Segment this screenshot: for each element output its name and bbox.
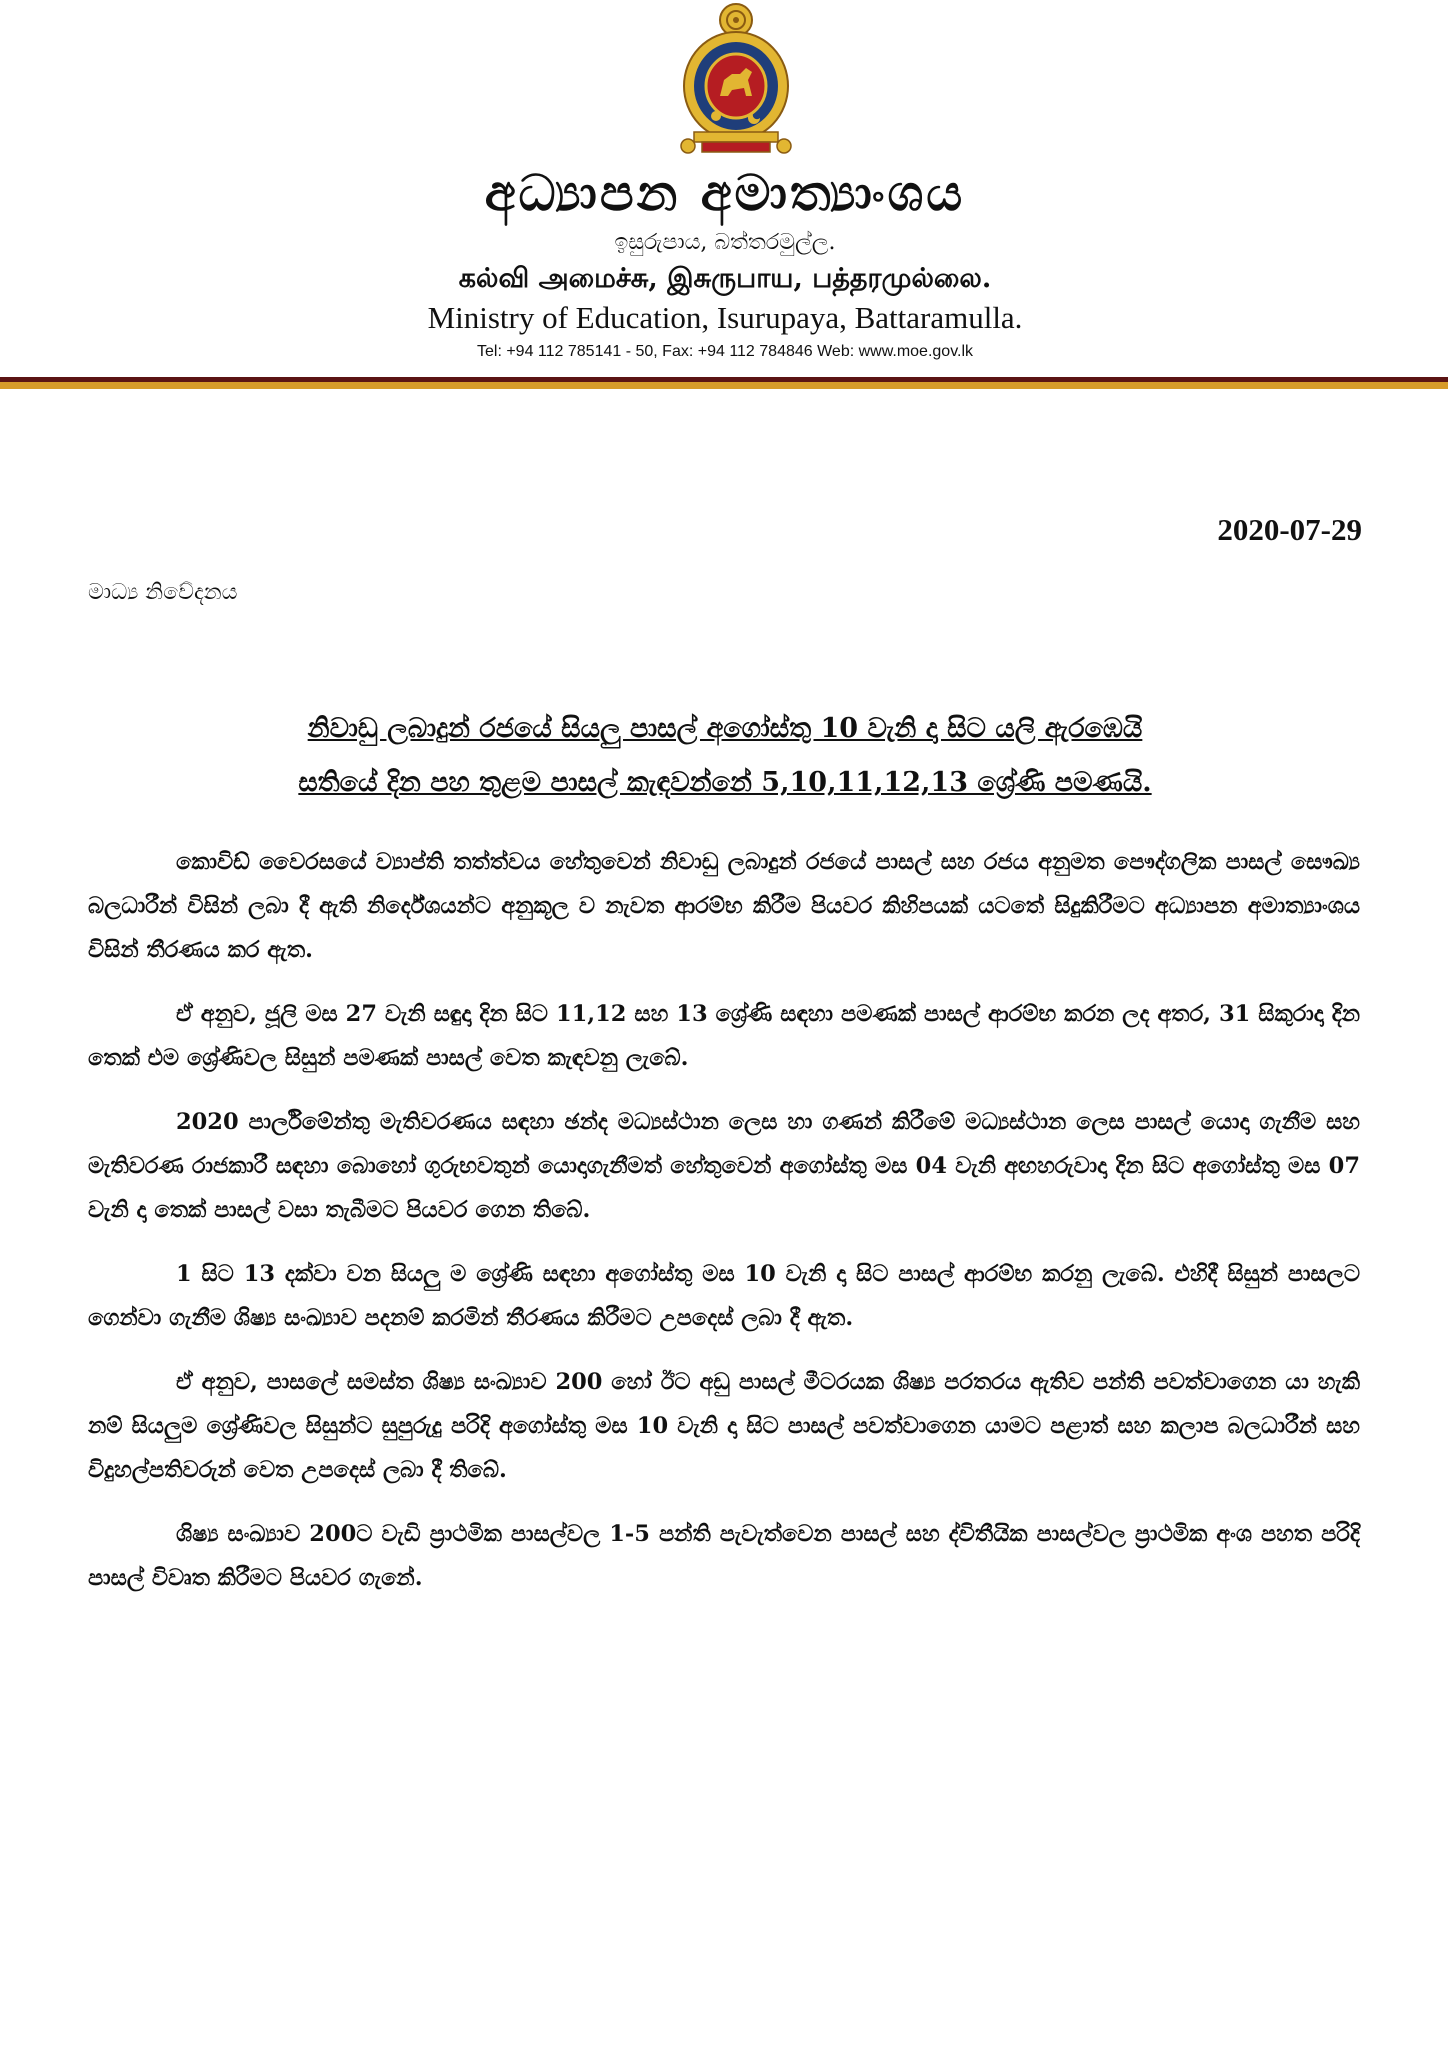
headline-line: සතියේ දින පහ තුළම පාසල් කැඳවන්නේ 5,10,11,12,13 ශ්‍රේණි පමණයි.	[298, 767, 1152, 798]
document-body	[88, 840, 1360, 1620]
letterhead	[0, 0, 1448, 392]
ministry-address-sinhala: ඉසුරුපාය, බත්තරමුල්ල.	[614, 230, 836, 255]
ministry-title-sinhala: අධ්‍යාපන අමාත්‍යාංශය	[484, 163, 966, 222]
letterhead-divider-gold	[0, 382, 1448, 389]
body-paragraph: 2020 පාර්ලිමේන්තු මැතිවරණය සඳහා ඡන්ද මධ්‍යස්ථාන ලෙස හා ගණන් කිරීමේ මධ්‍යස්ථාන ලෙස පාසල් යොදා ගැනීම සහ මැතිවරණ රාජකාරී සඳහා බොහෝ ගුරුභවතුන් යොදාගැනීමත් හේතුවෙන් අගෝස්තු මස 04 වැනි අඟහරුවාදා දින සිට අගෝස්තු මස 07 වැනි දා තෙක් පාසල් වසා තැබීමට පියවර ගෙන තිබේ.	[88, 1109, 1360, 1223]
body-paragraph: කොවිඩ් වෛරසයේ ව්‍යාප්ති තත්ත්වය හේතුවෙන් නිවාඩු ලබාදුන් රජයේ පාසල් සහ රජය අනුමත පෞද්ගලික පාසල් සෞඛ්‍ය බලධාරීන් විසින් ලබා දී ඇති නිර්දේශයන්ට අනුකූල ව නැවත ආරම්භ කිරීම පියවර කිහිපයක් යටතේ සිදුකිරීමට අධ්‍යාපන අමාත්‍යාංශය විසින් තීරණය කර ඇත.	[88, 849, 1360, 963]
government-emblem-icon	[676, 0, 796, 156]
body-paragraph: ඒ අනුව, පාසලේ සමස්ත ශිෂ්‍ය සංඛ්‍යාව 200 හෝ ඊට අඩු පාසල් මීටරයක ශිෂ්‍ය පරතරය ඇතිව පන්ති පවත්වාගෙන යා හැකි නම් සියලුම ශ්‍රේණිවල සිසුන්ට සුපුරුදු පරිදි අගෝස්තු මස 10 වැනි දා සිට පාසල් පවත්වාගෙන යාමට පළාත් සහ කලාප බලධාරීන් සහ විදුහල්පතිවරුන් වෙත උපදෙස් ලබා දී තිබේ.	[88, 1369, 1360, 1483]
ministry-contact-line: Tel: +94 112 785141 - 50, Fax: +94 112 784846 Web: www.moe.gov.lk	[476, 343, 974, 360]
body-paragraph: 1 සිට 13 දක්වා වන සියලු ම ශ්‍රේණි සඳහා අගෝස්තු මස 10 වැනි දා සිට පාසල් ආරම්භ කරනු ලැබේ. එහිදී සිසුන් පාසලට ගෙන්වා ගැනීම ශිෂ්‍ය සංඛ්‍යාව පදනම් කරමින් තීරණය කිරීමට උපදෙස් ලබා දී ඇත.	[88, 1261, 1360, 1331]
ministry-address-english: Ministry of Education, Isurupaya, Battaramulla.	[427, 300, 1023, 335]
body-paragraph: ශිෂ්‍ය සංඛ්‍යාව 200ට වැඩි ප්‍රාථමික පාසල්වල 1-5 පන්ති පැවැත්වෙන පාසල් සහ ද්විතීයික පාසල්වල ප්‍රාථමික අංශ පහත පරිදි පාසල් විවෘත කිරීමට පියවර ගැනේ.	[88, 1521, 1360, 1591]
media-release-label: මාධ්‍ය නිවේදනය	[88, 580, 238, 605]
headline-line: නිවාඩු ලබාදුන් රජයේ සියලු පාසල් අගෝස්තු 10 වැනි දා සිට යලි ඇරඹෙයි	[307, 713, 1143, 744]
body-paragraph: ඒ අනුව, ජූලි මස 27 වැනි සඳුදා දින සිට 11,12 සහ 13 ශ්‍රේණි සඳහා පමණක් පාසල් ආරම්භ කරන ලද අතර, 31 සිකුරාදා දින තෙක් එම ශ්‍රේණිවල සිසුන් පමණක් පාසල් වෙත කැඳවනු ලැබේ.	[88, 1001, 1360, 1071]
ministry-address-tamil: கல்வி அமைச்சு, இசுருபாய, பத்தரமுல்லை.	[458, 263, 992, 294]
document-date: 2020-07-29	[1217, 512, 1362, 547]
headline	[110, 702, 1340, 810]
